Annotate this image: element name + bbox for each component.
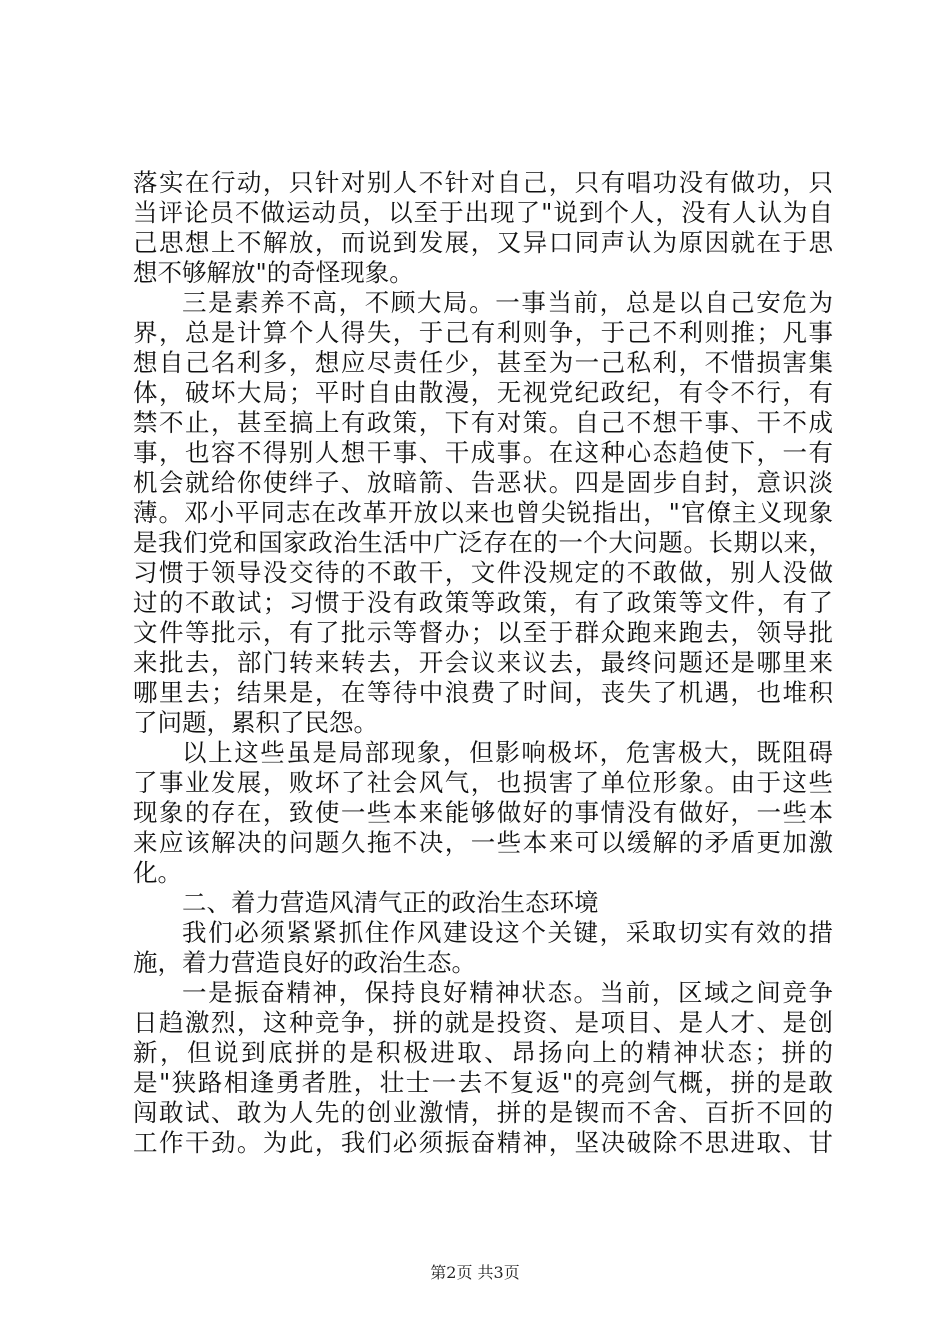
text-line: 新，但说到底拼的是积极进取、昂扬向上的精神状态；拼的 bbox=[133, 1038, 833, 1067]
text-line: 是"狭路相逢勇者胜，壮士一去不复返"的亮剑气概，拼的是敢 bbox=[133, 1068, 833, 1097]
text-line: 施，着力营造良好的政治生态。 bbox=[133, 948, 476, 977]
text-line: 日趋激烈，这种竞争，拼的就是投资、是项目、是人才、是创 bbox=[133, 1008, 833, 1037]
text-line: 落实在行动，只针对别人不针对自己，只有唱功没有做功，只 bbox=[133, 168, 833, 197]
text-line: 当评论员不做运动员，以至于出现了"说到个人，没有人认为自 bbox=[133, 198, 833, 227]
text-line: 己思想上不解放，而说到发展，又异口同声认为原因就在于思 bbox=[133, 228, 833, 257]
text-line: 想自己名利多，想应尽责任少，甚至为一己私利，不惜损害集 bbox=[133, 348, 833, 377]
text-line: 文件等批示，有了批示等督办；以至于群众跑来跑去，领导批 bbox=[133, 618, 833, 647]
text-line: 三是素养不高，不顾大局。一事当前，总是以自己安危为 bbox=[182, 288, 833, 317]
text-line: 想不够解放"的奇怪现象。 bbox=[133, 258, 414, 287]
text-line: 机会就给你使绊子、放暗箭、告恶状。四是固步自封，意识淡 bbox=[133, 468, 833, 497]
text-line: 体，破坏大局；平时自由散漫，无视党纪政纪，有令不行，有 bbox=[133, 378, 833, 407]
text-line: 事，也容不得别人想干事、干成事。在这种心态趋使下，一有 bbox=[133, 438, 833, 467]
text-line: 习惯于领导没交待的不敢干，文件没规定的不敢做，别人没做 bbox=[133, 558, 833, 587]
text-line: 来应该解决的问题久拖不决，一些本来可以缓解的矛盾更加激 bbox=[133, 828, 833, 857]
document-body bbox=[133, 168, 833, 1158]
text-line: 闯敢试、敢为人先的创业激情，拼的是锲而不舍、百折不回的 bbox=[133, 1098, 833, 1127]
text-line: 禁不止，甚至搞上有政策，下有对策。自己不想干事、干不成 bbox=[133, 408, 833, 437]
text-line: 是我们党和国家政治生活中广泛存在的一个大问题。长期以来， bbox=[133, 528, 833, 557]
text-line: 我们必须紧紧抓住作风建设这个关键，采取切实有效的措 bbox=[182, 918, 833, 947]
text-line: 过的不敢试；习惯于没有政策等政策，有了政策等文件，有了 bbox=[133, 588, 833, 617]
text-line: 现象的存在，致使一些本来能够做好的事情没有做好，一些本 bbox=[133, 798, 833, 827]
text-line: 二、着力营造风清气正的政治生态环境 bbox=[182, 888, 599, 917]
text-line: 一是振奋精神，保持良好精神状态。当前，区域之间竞争 bbox=[182, 978, 833, 1007]
text-line: 化。 bbox=[133, 858, 182, 887]
text-line: 界，总是计算个人得失，于己有利则争，于己不利则推；凡事 bbox=[133, 318, 833, 347]
page-footer: 第2页 共3页 bbox=[430, 1263, 520, 1282]
text-line: 薄。邓小平同志在改革开放以来也曾尖锐指出，"官僚主义现象 bbox=[133, 498, 833, 527]
text-line: 工作干劲。为此，我们必须振奋精神，坚决破除不思进取、甘 bbox=[133, 1128, 833, 1157]
text-line: 哪里去；结果是，在等待中浪费了时间，丧失了机遇，也堆积 bbox=[133, 678, 833, 707]
text-line: 了事业发展，败坏了社会风气，也损害了单位形象。由于这些 bbox=[133, 768, 833, 797]
text-line: 以上这些虽是局部现象，但影响极坏，危害极大，既阻碍 bbox=[182, 738, 833, 767]
text-line: 了问题，累积了民怨。 bbox=[133, 708, 378, 737]
text-line: 来批去，部门转来转去，开会议来议去，最终问题还是哪里来 bbox=[133, 648, 833, 677]
